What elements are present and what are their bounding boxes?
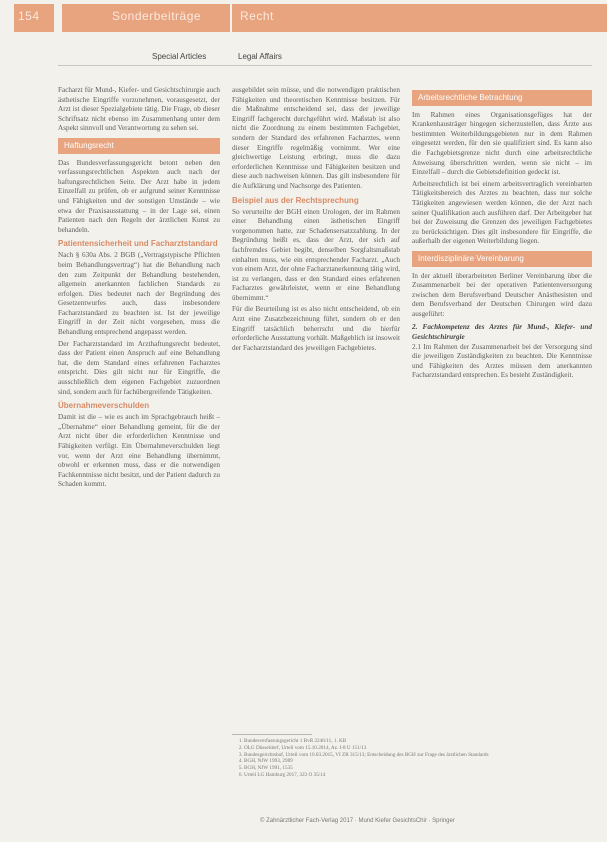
paragraph: Nach § 630a Abs. 2 BGB („Vertragstypische Pflichten beim Behandlungsvertrag“) hat die Behandlung nach den zum Zeitpunkt der Behandlung bestehenden, allgemein anerkannten fachlichen Standards zu erfolgen. Dies bedeutet nach der Begründung des Gesetzentwurfes auch, dass insbesondere Facharztstandard zu beachten ist. Ist der jeweilige Eingriff in der Zeit nicht vorgesehen, muss die Behandlung entsprechend angepasst werden. <box>58 251 220 337</box>
section-band-right <box>232 4 607 32</box>
section-title-left: Sonderbeiträge <box>112 9 202 23</box>
subheading-italic: 2. Fachkompetenz des Arztes für Mund-, Kiefer- und Gesichtschirurgie <box>412 323 592 342</box>
paragraph: In der aktuell überarbeiteten Berliner Vereinbarung über die Zusammenarbeit bei der operativen Patientenversorgung zwischen dem Berufsverband Deutscher Anästhesisten und dem Berufsverband der Deutschen Chirurgen wird dazu ausgeführt: <box>412 271 592 318</box>
column-1 <box>58 86 220 492</box>
paragraph: Facharzt für Mund-, Kiefer- und Gesichtschirurgie auch ästhetische Eingriffe vorzunehmen, vorausgesetzt, der Arzt ist dieser Spezialgebiete tätig. Die Frage, ob dieser Schriftsatz nicht ebenso im Zusammenhang unter dem Aspekt sinnvoll und Verantwortung zu sehen sei. <box>58 86 220 133</box>
paragraph: Arbeitsrechtlich ist bei einem arbeitsvertraglich vereinbarten Tätigkeitsbereich des Arztes zu beachten, dass nur solche Tätigkeiten angewiesen werden können, die der Arzt nach seiner Qualifikation auch ausführen darf. Der Arbeitgeber hat bei der Zuweisung die Grenzen des jeweiligen Fachgebietes zu berücksichtigen. Dies gilt insbesondere für Eingriffe, die außerhalb der eigenen Weiterbildung liegen. <box>412 179 592 246</box>
header-rule <box>58 65 592 66</box>
paragraph: Der Facharztstandard im Arzthaftungsrecht bedeutet, dass der Patient einen Anspruch auf eine Behandlung hat, die dem Standard eines erfahrenen Facharztes entspricht. Dies gilt nicht nur für Eingriffe, die ausschließlich dem eigenen Fachgebiet zuzuordnen sind, sondern auch für fachübergreifende Tätigkeiten. <box>58 339 220 396</box>
footnote: 1. Bundesverfassungsgericht 1 BvR 2246/11, 1. KB <box>244 738 594 745</box>
section-heading: Arbeitsrechtliche Betrachtung <box>412 90 592 106</box>
footnote: 2. OLG Düsseldorf, Urteil vom 15.10.2014, Az. I-8 U 151/13 <box>244 745 594 752</box>
paragraph: Das Bundesverfassungsgericht betont neben den verfassungsrechtlichen Aspekten auch nach der haftungsrechtlichen Seite. Der Arzt habe in jedem Einzelfall zu prüfen, ob er aufgrund seiner Kenntnisse und Fähigkeiten und der sonstigen Umstände – wie etwa der Praxisausstattung – in der Lage sei, einen Patienten nach den Regeln der ärztlichen Kunst zu behandeln. <box>58 158 220 234</box>
subheader-right: Legal Affairs <box>238 52 282 61</box>
footnote: 6. Urteil LG Hamburg 2017, 323 O 35/14 <box>244 772 594 779</box>
footnote: 3. Bundesgerichtshof, Urteil vom 10.03.2015, VI ZR 315/13; Entscheidung des BGH zur Frage des ärztlichen Standards <box>244 752 594 759</box>
footnote: 5. BGH, NJW 1991, 1535 <box>244 765 594 772</box>
paragraph: Für die Beurteilung ist es also nicht entscheidend, ob ein Arzt eine Zusatzbezeichnung führt, sondern ob er den Eingriff tatsächlich beherrscht und die hierfür erforderliche Ausstattung vorhält. Maßgeblich ist insoweit der Facharztstandard des jeweiligen Fachgebietes. <box>232 305 400 352</box>
section-heading: Interdisziplinäre Vereinbarung <box>412 251 592 267</box>
subheading: Patientensicherheit und Facharztstandard <box>58 239 218 249</box>
paragraph: Damit ist die – wie es auch im Sprachgebrauch heißt – „Übernahme“ einer Behandlung gemeint, für die der Arzt nicht über die erforderlichen Kenntnisse und Fähigkeiten verfügt. Ein Übernahmeverschulden liegt vor, wenn der Arzt eine Behandlung übernimmt, obwohl er erkennen muss, dass er die notwendigen Fachkenntnisse nicht besitzt, und der Patient dadurch zu Schaden kommt. <box>58 413 220 489</box>
subheader-left: Special Articles <box>152 52 207 61</box>
section-title-right: Recht <box>240 9 274 23</box>
paragraph: 2.1 Im Rahmen der Zusammenarbeit bei der Versorgung sind die jeweiligen Zuständigkeiten zu beachten. Die Kenntnisse und Fähigkeiten des Arztes müssen dem anerkannten Facharztstandard entsprechen. Es besteht Zuständigkeit. <box>412 342 592 380</box>
column-2 <box>232 86 400 355</box>
footnote: 4. BGH, NJW 1993, 2989 <box>244 758 594 765</box>
subheading: Übernahmeverschulden <box>58 401 150 411</box>
page-footer: © Zahnärztlicher Fach-Verlag 2017 · Mund Kiefer GesichtsChir · Springer <box>260 818 455 824</box>
footnote-rule <box>232 734 312 735</box>
paragraph: So verurteilte der BGH einen Urologen, der im Rahmen einer Behandlung einen ästhetischen Eingriff vorgenommen hatte, zur Schadensersatzzahlung. In der Begründung heißt es, dass der Arzt, der sich auf fachfremdes Gebiet begibt, denselben Sorgfaltsmaßstab einhalten muss, wie ein entsprechender Facharzt. „Auch von einem Arzt, der ohne Facharztanerkennung tätig wird, ist zu verlangen, dass er den Standard eines erfahrenen Facharztes gewährleistet, wenn er eine Behandlung übernimmt.“ <box>232 207 400 302</box>
paragraph: ausgebildet sein müsse, und die notwendigen praktischen Fähigkeiten und theoretischen Kenntnisse besitzen. Für die Maßnahme entscheidend sei, dass der jeweilige Eingriff fachgerecht durchgeführt wird. Maßstab ist also nicht die Zuordnung zu einem bestimmten Fachgebiet, sondern der Standard des erfahrenen Facharztes, wenn dieser Eingriffe regelmäßig vornimmt. Wer eine gleichwertige Leistung erbringt, muss die dazu erforderlichen Kenntnisse und Fähigkeiten besitzen und diese auch nachweisen können. Das gilt insbesondere für die Aufklärung und Nachsorge des Patienten. <box>232 86 400 190</box>
paragraph: Im Rahmen eines Organisationsgefüges hat der Krankenhausträger hingegen sicherzustellen, dass Ärzte aus bestimmten Weiterbildungsgebieten nur in dem Rahmen eingesetzt werden, für den sie qualifiziert sind. Es kann also die Fachgebietsgrenze nicht durch eine arbeitsrechtliche Anweisung überschritten werden, wenn sie nicht – im Einzelfall – durch die Gebietsdefinition gedeckt ist. <box>412 110 592 177</box>
subheading: Beispiel aus der Rechtsprechung <box>232 195 359 205</box>
section-heading: Haftungsrecht <box>58 138 220 154</box>
page-header <box>0 0 607 40</box>
page-number: 154 <box>18 9 40 23</box>
column-3 <box>412 86 592 383</box>
footnotes <box>234 738 594 779</box>
